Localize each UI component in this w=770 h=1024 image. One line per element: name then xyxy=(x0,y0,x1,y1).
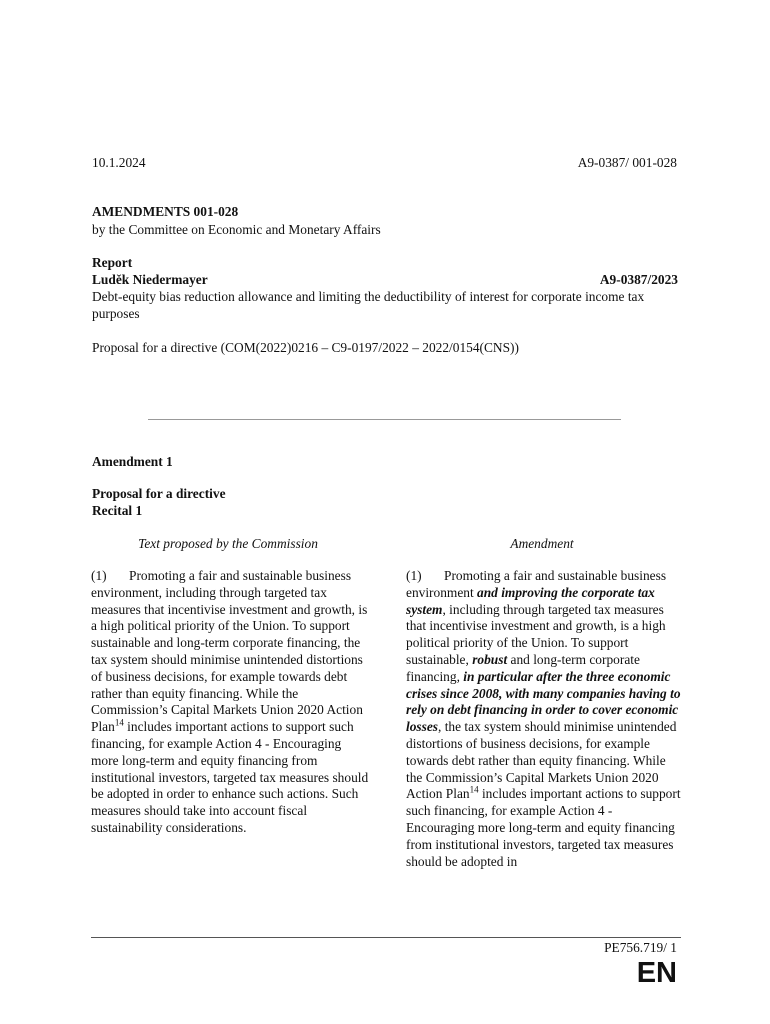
amendment-recital-paragraph xyxy=(406,568,682,870)
report-title: Debt-equity bias reduction allowance and limiting the deductibility of interest for corporate income tax purposes xyxy=(92,289,645,321)
text-segment: , the tax system should minimise unintended distortions of business decisions, for example towards debt rather than equity financing. While the Commission’s Capital Markets Union 2020 Action Plan xyxy=(406,719,677,802)
amendment-text-column xyxy=(406,568,682,870)
rapporteur-name: Luděk Niedermayer xyxy=(92,272,208,287)
language-code: EN xyxy=(636,957,677,989)
text-segment: and long-term corporate financing, xyxy=(406,651,640,684)
report-label: Report xyxy=(92,255,133,270)
column-heading-commission: Text proposed by the Commission xyxy=(138,536,318,551)
separator-line xyxy=(148,419,621,420)
inserted-text: and improving the corporate tax system xyxy=(406,584,655,617)
text-segment: Promoting a fair and sustainable business environment, including through targeted tax measures that incentivise investment and growth, is a high political priority of the Union. To support sustainable and long-term corporate financing, the tax system should minimise unintended distortions of business decisions, for example towards debt rather than equity financing. While the Commission’s Capital Markets Union 2020 Action Plan xyxy=(91,568,368,735)
column-heading-amendment: Amendment xyxy=(510,536,574,551)
commission-text-column xyxy=(91,568,369,837)
recital-number: (1) xyxy=(406,568,422,583)
text-segment: Promoting a fair and sustainable business environment xyxy=(406,568,667,600)
committee-line: by the Committee on Economic and Monetary Affairs xyxy=(92,222,381,237)
text-segment: , including through targeted tax measures that incentivise investment and growth, is a high political priority of the Union. To support sustainable, xyxy=(406,601,666,667)
commission-recital-paragraph xyxy=(91,568,369,837)
amendments-title: AMENDMENTS 001-028 xyxy=(92,204,239,219)
footer-line xyxy=(91,937,681,938)
recital-label: Recital 1 xyxy=(92,503,143,518)
amendment-label: Amendment 1 xyxy=(92,454,173,469)
footnote-marker: 14 xyxy=(469,784,479,795)
recital-number: (1) xyxy=(91,568,107,583)
page-reference: PE756.719/ 1 xyxy=(604,940,677,955)
footnote-marker: 14 xyxy=(114,717,124,728)
proposal-label: Proposal for a directive xyxy=(92,486,226,501)
inserted-text: in particular after the three economic crises since 2008, with many companies having to rely on debt financing in order to cover economic losses xyxy=(406,668,681,735)
proposal-reference: Proposal for a directive (COM(2022)0216 – C9-0197/2022 – 2022/0154(CNS)) xyxy=(92,340,519,355)
report-number: A9-0387/2023 xyxy=(599,272,678,287)
document-date: 10.1.2024 xyxy=(92,155,146,170)
inserted-text: robust xyxy=(472,651,508,667)
document-reference: A9-0387/ 001-028 xyxy=(577,155,677,170)
text-segment: includes important actions to support such financing, for example Action 4 - Encouraging more long-term and equity financing from institutional investors, targeted tax measures should be adopted in xyxy=(406,786,681,869)
text-segment: includes important actions to support such financing, for example Action 4 - Encouraging more long-term and equity financing from institutional investors, targeted tax measures should be adopted in order to enhance such actions. Such measures should take into account fiscal sustainability considerations. xyxy=(91,719,369,835)
